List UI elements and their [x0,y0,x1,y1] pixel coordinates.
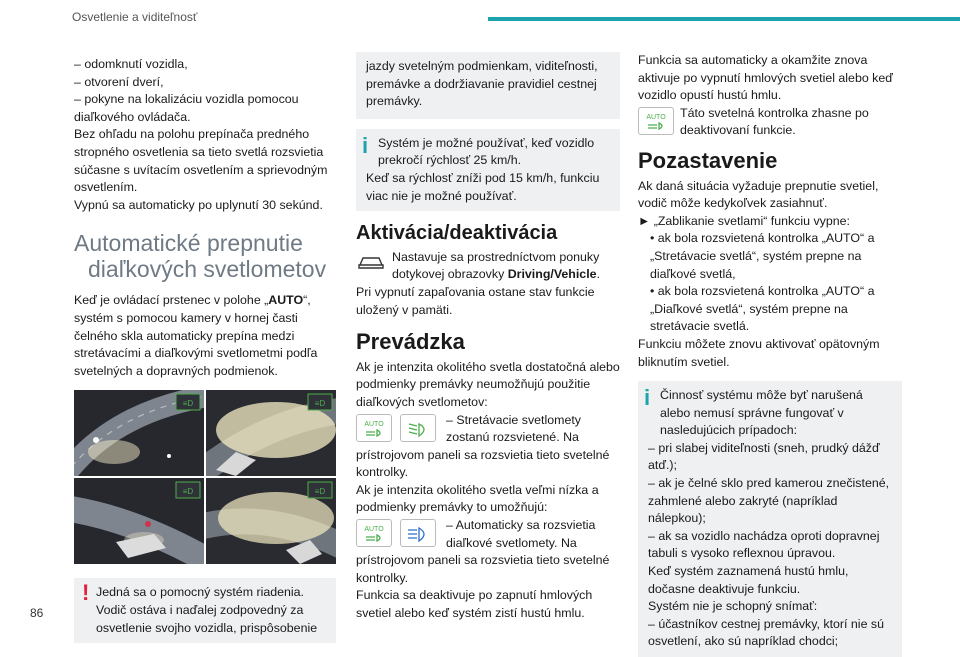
warning-text: jazdy svetelným podmienkam, viditeľnosti, premávke a dodržiavanie pravidiel cestnej premávky. [366,59,598,109]
warning-box-continued [356,52,620,119]
list-item: – otvorení dverí, [74,74,164,89]
high-beam-icon [400,519,436,547]
info-text: Keď sa rýchlosť zníži pod 15 km/h, funkciu viac nie je možné používať. [366,170,600,203]
text: – Automaticky sa rozsvietia diaľkové svetlomety. Na prístrojovom paneli sa rozsvietia tieto svetelné kontrolky. [356,518,610,585]
text: “, systém s pomocou kamery v hornej časti čelného skla automaticky prepína medzi stretávacími a diaľkovými svetlometmi podľa svetelných a dopravných podmienok. [74,293,318,378]
section-heading: Aktivácia/deaktivácia [356,222,558,245]
section-heading-line: Automatické prepnutie [74,230,303,257]
svg-text:AUTO: AUTO [364,420,384,428]
info-text: Keď systém zaznamená hustú hmlu, dočasne deaktivuje funkciu. [648,564,849,596]
paragraph: Vypnú sa automaticky po uplynutí 30 sekúnd. [74,197,323,212]
svg-text:AUTO: AUTO [364,526,384,534]
info-text: – účastníkov cestnej premávky, ktorí nie sú osvetlení, ako sú napríklad chodci; [648,616,884,649]
illustration-low-beam-following [74,390,204,476]
svg-text:≡D: ≡D [182,399,194,409]
text: Keď je ovládací prstenec v polohe „ [74,293,269,308]
illustration-high-beam [206,390,336,476]
section-heading-line: diaľkových svetlometov [88,256,327,283]
list-item: – odomknutí vozidla, [74,57,188,71]
warning-icon: ! [82,580,90,606]
text: Nastavuje sa prostredníctvom ponuky dotykovej obrazovky [392,249,600,282]
info-text: Činnosť systému môže byť narušená alebo nemusí správne fungovať v nasledujúcich prípadoch: [660,388,863,438]
list-item: • ak bola rozsvietená kontrolka „AUTO“ a „Stretávacie svetlá“, systém prepne na diaľkové svetlá, [650,231,875,281]
info-text: – pri slabej viditeľnosti (sneh, prudký dážď atď.); [648,440,880,473]
svg-text:≡D: ≡D [314,399,326,409]
paragraph: Bez ohľadu na polohu prepínača predného [74,127,310,142]
section-heading: Prevádzka [356,329,465,355]
auto-indicator-icon [638,107,674,135]
text: . [596,267,600,282]
info-box [356,129,620,211]
paragraph: Funkciu môžete znovu aktivovať opätovným bliknutím svetiel. [638,336,880,369]
paragraph: Funkcia sa deaktivuje po zapnutí hmlových svetiel alebo keď systém zistí hustú hmlu. [356,588,593,621]
paragraph [638,105,902,140]
paragraph [356,249,620,284]
svg-text:≡D: ≡D [314,487,326,497]
info-text: – ak je čelné sklo pred kamerou znečistené, zahmlené alebo zakryté (napríklad nálepkou); [648,476,890,526]
paragraph: Pri vypnutí zapaľovania ostane stav funkcie uložený v pamäti. [356,284,595,317]
paragraph [356,517,620,587]
column-1 [74,56,336,643]
car-settings-icon [356,251,386,277]
column-3 [638,52,902,657]
paragraph [74,292,336,380]
indicator-icons [356,519,440,547]
list-item: – pokyne na lokalizáciu vozidla pomocou [74,92,299,107]
info-icon: i [362,132,369,158]
section-heading: Pozastavenie [638,147,778,173]
warning-box [74,578,336,643]
list-item: • ak bola rozsvietená kontrolka „AUTO“ a „Diaľkové svetlá“, systém prepne na stretávacie svetlá. [650,284,875,334]
low-beam-icon [400,414,436,442]
paragraph: Ak je intenzita okolitého svetla dostatočná alebo podmienky premávky neumožňujú použitie diaľkových svetlometov: [356,359,620,409]
paragraph [356,412,620,482]
paragraph: súčasne s uvítacím osvetlením a sprievodným [74,162,328,177]
info-box [638,381,902,657]
illustration-vehicle-ahead [74,478,204,564]
paragraph: osvetlením. [74,180,138,195]
text: Táto svetelná kontrolka zhasne po deaktivovaní funkcie. [680,105,869,138]
bold-text: Driving/Vehicle [507,267,597,282]
section-heading [74,230,336,282]
paragraph: Ak daná situácia vyžaduje prepnutie svetiel, vodič môže kedykoľvek zasiahnuť. [638,178,879,211]
info-text: Systém je možné používať, keď vozidlo prekročí rýchlosť 25 km/h. [378,135,595,168]
column-2 [356,52,620,623]
text: – Stretávacie svetlomety zostanú rozsvietené. Na prístrojovom paneli sa rozsvietia tieto svetelné kontrolky. [356,412,610,480]
info-icon: i [644,385,651,411]
svg-text:≡D: ≡D [182,487,194,497]
auto-indicator-icon [356,414,392,442]
paragraph: Funkcia sa automaticky a okamžite znova aktivuje po vypnutí hmlových svetiel alebo keď vozidlo opustí hustú hmlu. [638,53,893,103]
page-number: 86 [30,606,44,620]
info-text: Systém nie je schopný snímať: [648,599,818,614]
list-item: diaľkového ovládača. [74,109,191,124]
paragraph: Ak je intenzita okolitého svetla veľmi nízka a podmienky premávky to umožňujú: [356,482,599,515]
paragraph: stropného osvetlenia sa tieto svetlá rozsvietia [74,144,324,159]
auto-indicator-icon [356,519,392,547]
bold-text: AUTO [268,293,304,308]
page-header-title: Osvetlenie a viditeľnosť [72,10,198,24]
svg-text:AUTO: AUTO [646,113,666,121]
warning-text: Jedná sa o pomocný systém riadenia. Vodič ostáva i naďalej zodpovedný za osvetlenie svojho vozidla, prispôsobenie [96,585,318,635]
list-item: ► „Zablikanie svetlami“ funkciu vypne: [638,213,850,228]
header-accent-bar [488,17,960,21]
illustration-oncoming [206,478,336,564]
indicator-icons [356,414,440,442]
info-text: – ak sa vozidlo nachádza oproti dopravnej tabuli s vysoko reflexnou úpravou. [648,528,880,561]
illustration-grid [74,390,336,564]
